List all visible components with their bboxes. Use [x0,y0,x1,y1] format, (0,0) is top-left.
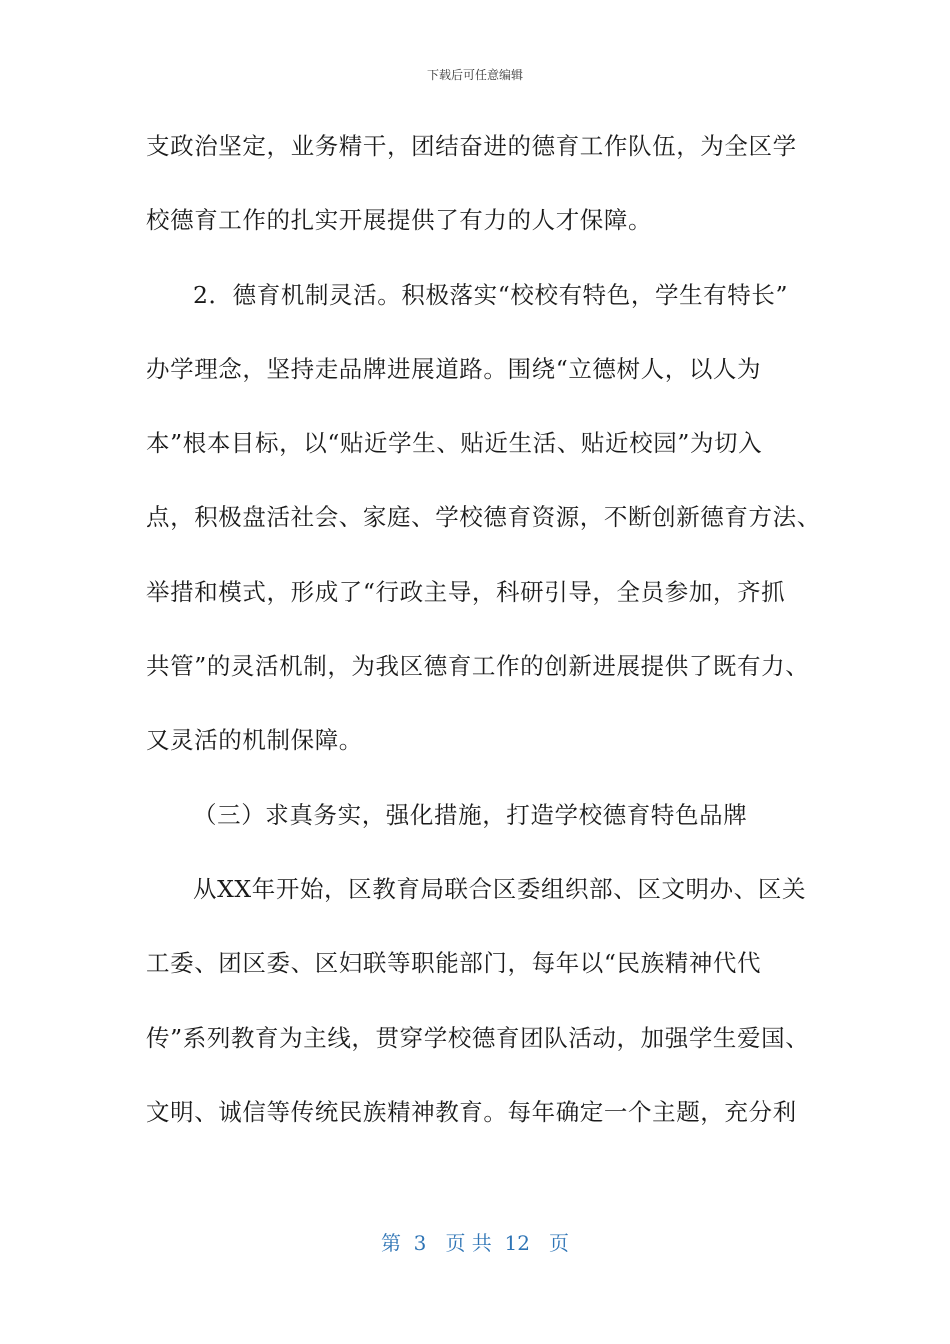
page-number-footer: 第 3 页 共 12 页 [380,1231,570,1255]
body-line: 校德育工作的扎实开展提供了有力的人才保障。 [146,206,653,235]
body-line: 共管”的灵活机制，为我区德育工作的创新进展提供了既有力、 [146,652,810,681]
body-line: 又灵活的机制保障。 [146,726,363,755]
page-header-note: 下载后可任意编辑 [426,68,523,82]
document-body [146,128,821,1168]
body-line: 举措和模式，形成了“行政主导，科研引导，全员参加，齐抓 [146,577,786,606]
body-line: 从XX年开始，区教育局联合区委组织部、区文明办、区关 [193,874,807,903]
body-line: 文明、诚信等传统民族精神教育。每年确定一个主题，充分利 [146,1097,797,1126]
body-line: 传”系列教育为主线，贯穿学校德育团队活动，加强学生爱国、 [146,1023,810,1052]
body-line: 点，积极盘活社会、家庭、学校德育资源，不断创新德育方法、 [146,503,821,532]
body-line: 2．德育机制灵活。积极落实“校校有特色，学生有特长” [193,280,789,309]
body-line: 支政治坚定，业务精干，团结奋进的德育工作队伍，为全区学 [146,132,797,160]
section-heading: （三）求真务实，强化措施，打造学校德育特色品牌 [193,800,748,829]
body-line: 办学理念，坚持走品牌进展道路。围绕“立德树人，以人为 [146,354,762,383]
body-line: 本”根本目标，以“贴近学生、贴近生活、贴近校园”为切入 [146,429,763,458]
body-line: 工委、团区委、区妇联等职能部门，每年以“民族精神代代 [146,949,762,978]
